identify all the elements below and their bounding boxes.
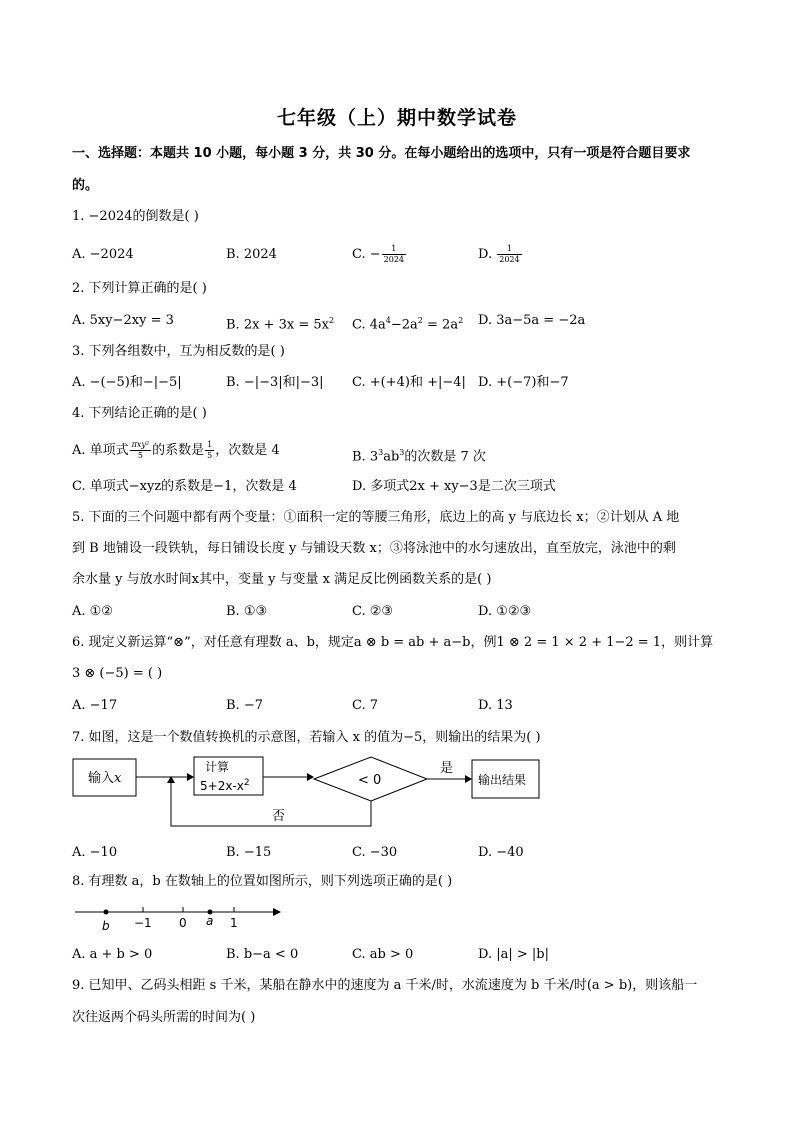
- arrowhead: [465, 775, 472, 783]
- q4-a-part: A. 单项式: [72, 443, 129, 458]
- label-one: 1: [230, 916, 238, 930]
- question-5-line-2: 到 B 地铺设一段铁轨，每日铺设长度 y 与铺设天数 x；③将泳池中的水匀速放出，直至放完，泳池中的剩: [72, 541, 676, 556]
- q3-option-d: D. +(−7)和−7: [478, 375, 569, 390]
- question-9-line-2: 次往返两个码头所需的时间为( ): [72, 1010, 256, 1025]
- exponent: 2: [328, 316, 335, 325]
- q4-option-c: C. 单项式−xyz的系数是−1，次数是 4: [72, 479, 297, 494]
- q4-a-coefficient-fraction: [205, 440, 214, 461]
- exponent: 3: [399, 448, 405, 457]
- q1-option-d: [478, 244, 523, 265]
- q2-c-part: C. 4a: [352, 317, 386, 333]
- exponent: 3: [378, 448, 384, 457]
- q5-option-a: A. ①②: [72, 604, 113, 619]
- question-6-line-1: 6. 现定义新运算“⊗”，对任意有理数 a、b，规定a ⊗ b = ab + a−b，例1 ⊗ 2 = 1 × 2 + 1−2 = 1，则计算: [72, 635, 714, 650]
- yes-label: 是: [440, 761, 454, 776]
- fraction-numerator: 1: [207, 440, 213, 449]
- question-3-stem: 3. 下列各组数中，互为相反数的是( ): [72, 344, 285, 359]
- question-5-line-1: 5. 下面的三个问题中都有两个变量：①面积一定的等腰三角形，底边上的高 y 与底边长 x；②计划从 A 地: [72, 510, 680, 525]
- conversion-machine-diagram: [60, 750, 560, 834]
- number-line-arrowhead: [273, 908, 281, 916]
- q5-option-c: C. ②③: [352, 604, 394, 619]
- question-9-line-1: 9. 已知甲、乙码头相距 s 千米，某船在静水中的速度为 a 千米/时，水流速度为 b 千米/时(a > b)，则该船一: [72, 978, 698, 993]
- q4-option-a: [72, 440, 280, 461]
- q2-c-part: −2a: [390, 317, 418, 333]
- q4-a-part: ，次数是 4: [215, 443, 280, 458]
- q4-option-b: [352, 444, 486, 466]
- label-minus-one: −1: [134, 916, 152, 930]
- label-a: a: [206, 914, 214, 928]
- q7-option-a: A. −10: [72, 845, 118, 860]
- fraction-numerator: πxy²: [131, 440, 150, 449]
- q2-option-d: D. 3a−5a = −2a: [478, 313, 586, 328]
- q4-a-part: 的系数是: [152, 443, 205, 458]
- fraction-denominator: 5: [207, 451, 213, 460]
- output-label: 输出结果: [478, 773, 527, 787]
- question-1-stem: 1. −2024的倒数是( ): [72, 209, 199, 224]
- q3-option-a: A. −(−5)和−|−5|: [72, 375, 182, 390]
- number-line-diagram: [70, 900, 290, 936]
- q1-option-c-fraction: [382, 244, 406, 265]
- fraction-numerator: 1: [382, 244, 406, 255]
- question-8-stem: 8. 有理数 a，b 在数轴上的位置如图所示，则下列选项正确的是( ): [72, 874, 453, 889]
- calc-label: 计算: [205, 760, 230, 774]
- q1-option-c: [352, 244, 407, 265]
- q8-option-d: D. |a| > |b|: [478, 947, 549, 962]
- q5-option-d: D. ①②③: [478, 604, 532, 619]
- point-b: [104, 910, 109, 915]
- arrowhead: [187, 773, 194, 781]
- fraction-denominator: 5: [137, 451, 143, 460]
- exponent: 4: [385, 316, 391, 325]
- q2-option-a: A. 5xy−2xy = 3: [72, 313, 174, 328]
- q7-option-b: B. −15: [226, 845, 272, 860]
- exponent: 2: [458, 316, 464, 325]
- label-b: b: [102, 919, 110, 933]
- q8-option-a: A. a + b > 0: [72, 947, 153, 962]
- section-heading-line-2: 的。: [72, 178, 99, 193]
- q6-option-a: A. −17: [72, 698, 118, 713]
- question-5-line-3: 余水量 y 与放水时间x其中，变量 y 与变量 x 满足反比例函数关系的是( ): [72, 572, 492, 587]
- q3-option-b: B. −|−3|和|−3|: [226, 375, 324, 390]
- q7-option-d: D. −40: [478, 845, 524, 860]
- q1-option-c-prefix: C. −: [352, 247, 381, 262]
- question-6-line-2: 3 ⊗ (−5) = ( ): [72, 666, 163, 681]
- exponent: 2: [417, 316, 423, 325]
- label-zero: 0: [179, 916, 187, 930]
- q2-option-c: [352, 312, 463, 334]
- q8-option-c: C. ab > 0: [352, 947, 414, 962]
- arrowhead: [307, 773, 314, 781]
- input-label: 输入x: [88, 771, 122, 786]
- q5-option-b: B. ①③: [226, 604, 268, 619]
- q6-option-c: C. 7: [352, 698, 379, 713]
- q4-a-monomial-fraction: [130, 440, 152, 461]
- q4-b-part: 的次数是 7 次: [404, 449, 486, 465]
- q7-option-c: C. −30: [352, 845, 398, 860]
- q4-option-d: D. 多项式2x + xy−3是二次三项式: [352, 479, 556, 494]
- q4-b-part: ab: [383, 449, 400, 465]
- q2-option-b-text: B. 2x + 3x = 5x: [226, 317, 329, 333]
- section-heading-line-1: 一、选择题：本题共 10 小题，每小题 3 分，共 30 分。在每小题给出的选项中，只有一项是符合题目要求: [72, 146, 691, 161]
- condition-label: < 0: [358, 773, 382, 788]
- q6-option-d: D. 13: [478, 698, 513, 713]
- q3-option-c: C. +(+4)和 +|−4|: [352, 375, 466, 390]
- q1-option-d-fraction: [497, 244, 521, 265]
- question-7-stem: 7. 如图，这是一个数值转换机的示意图，若输入 x 的值为−5，则输出的结果为( ): [72, 730, 541, 745]
- fraction-numerator: 1: [497, 244, 521, 255]
- q4-b-part: B. 3: [352, 449, 379, 465]
- q2-c-part: = 2a: [422, 317, 459, 333]
- question-4-stem: 4. 下列结论正确的是( ): [72, 406, 207, 421]
- fraction-denominator: 2024: [499, 255, 520, 264]
- q1-option-d-prefix: D.: [478, 247, 497, 262]
- question-2-stem: 2. 下列计算正确的是( ): [72, 281, 207, 296]
- calc-formula: $5+2x-x^2$: [200, 778, 250, 793]
- fraction-denominator: 2024: [383, 255, 404, 264]
- q1-option-a: A. −2024: [72, 247, 134, 262]
- q2-option-b: [226, 312, 334, 334]
- page-title: 七年级（上）期中数学试卷: [276, 107, 517, 129]
- q8-option-b: B. b−a < 0: [226, 947, 299, 962]
- q6-option-b: B. −7: [226, 698, 263, 713]
- no-label: 否: [272, 809, 286, 824]
- q1-option-b: B. 2024: [226, 247, 277, 262]
